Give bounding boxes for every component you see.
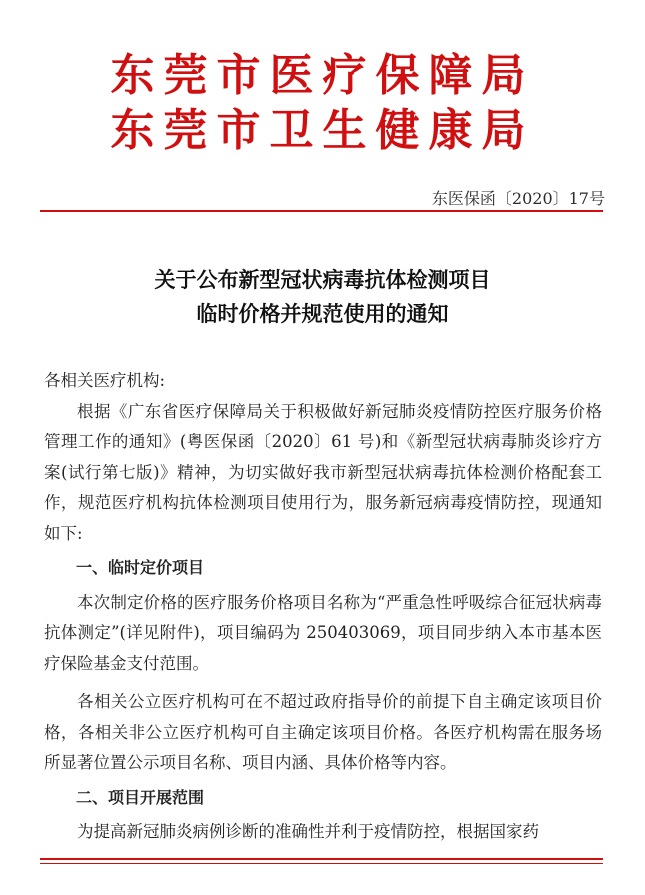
issuing-authorities-header — [0, 48, 645, 158]
salutation: 各相关医疗机构: — [44, 371, 166, 390]
section1-paragraph-2: 各相关公立医疗机构可在不超过政府指导价的前提下自主确定该项目价格，各相关非公立医疗机构可自主确定该项目价格。各医疗机构需在服务场所显著位置公示项目名称、项目内涵、具体价格等内容。 — [44, 692, 602, 772]
section-heading-1: 一、临时定价项目 — [76, 558, 205, 577]
title-line-1: 关于公布新型冠状病毒抗体检测项目 — [154, 268, 491, 292]
section2-paragraph-1: 为提高新冠肺炎病例诊断的准确性并利于疫情防控，根据国家药 — [77, 822, 539, 841]
section1-paragraph-1: 本次制定价格的医疗服务价格项目名称为“严重急性呼吸综合征冠状病毒抗体测定”(详见附件)，项目编码为 250403069，项目同步纳入本市基本医疗保险基金支付范围。 — [44, 592, 602, 673]
document-number: 东医保函〔2020〕17号 — [431, 189, 605, 208]
section-heading-2: 二、项目开展范围 — [76, 787, 205, 807]
authority-line-health: 东莞市卫生健康局 — [110, 105, 535, 156]
document-title — [0, 263, 645, 331]
footer-red-rule-thin — [40, 863, 603, 864]
footer-red-rule-thick — [40, 858, 603, 860]
intro-paragraph: 根据《广东省医疗保障局关于积极做好新冠肺炎疫情防控医疗服务价格管理工作的通知》(粤医保函〔2020〕61 号)和《新型冠状病毒肺炎诊疗方案(试行第七版)》精神，为切实做好我市新型冠状病毒抗体检测价格配套工作，规范医疗机构抗体检测项目使用行为，服务新冠病毒疫情防控，现通知如下: — [44, 401, 602, 543]
document-body — [44, 366, 602, 848]
authority-line-medical-security: 东莞市医疗保障局 — [110, 50, 535, 101]
header-red-rule — [40, 210, 603, 212]
title-line-2: 临时价格并规范使用的通知 — [196, 302, 449, 326]
